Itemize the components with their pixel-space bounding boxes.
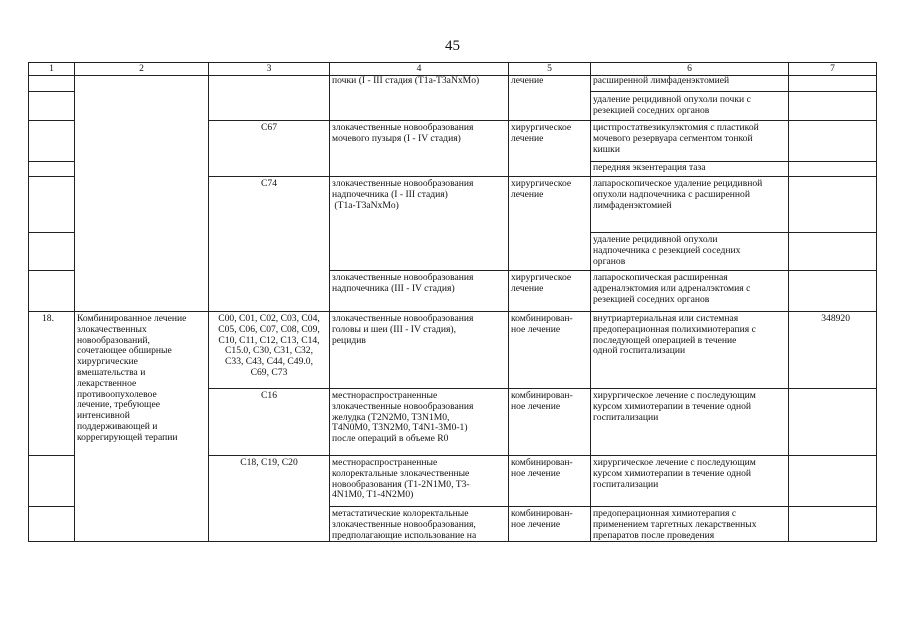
cell-method: хирургическое лечение с последующим курсом химиотерапии в течение одной госпитализации bbox=[593, 390, 756, 423]
cell-diagnosis: злокачественные новообразования головы и шеи (III - IV стадия), рецидив bbox=[332, 313, 474, 346]
cell-treatment-type: комбинирован- ное лечение bbox=[511, 390, 573, 412]
cell-method: предоперационная химиотерапия с применением таргетных лекарственных препаратов после проведения bbox=[593, 508, 757, 541]
cell-icd-codes: C18, C19, C20 bbox=[240, 457, 298, 468]
cell-method: лапароскопическая расширенная адреналэктомия или адреналэктомия с резекцией соседних органов bbox=[593, 272, 751, 305]
header-col-4: 4 bbox=[416, 63, 422, 74]
table-rule bbox=[28, 506, 74, 507]
header-col-7: 7 bbox=[830, 63, 835, 74]
table-rule bbox=[590, 62, 591, 542]
table-rule bbox=[590, 91, 877, 92]
table-rule bbox=[28, 270, 74, 271]
table-rule bbox=[208, 388, 877, 389]
table-rule bbox=[208, 120, 877, 121]
cell-treatment-type: комбинирован- ное лечение bbox=[511, 508, 573, 530]
table-rule bbox=[329, 62, 330, 542]
table-rule bbox=[208, 455, 877, 456]
header-col-5: 5 bbox=[547, 63, 552, 74]
table-rule bbox=[28, 62, 29, 542]
table-rule bbox=[28, 455, 74, 456]
cell-method: цистпростатвезикулэктомия с пластикой мочевого резервуара сегментом тонкой кишки bbox=[593, 122, 759, 155]
cell-treatment-type: хирургическое лечение bbox=[511, 272, 572, 294]
table-rule bbox=[28, 311, 877, 312]
table-rule bbox=[329, 506, 877, 507]
table-rule bbox=[28, 91, 74, 92]
table-rule bbox=[329, 270, 877, 271]
cell-treatment-type: комбинирован- ное лечение bbox=[511, 457, 573, 479]
cell-treatment-type: хирургическое лечение bbox=[511, 122, 572, 144]
cell-diagnosis: местнораспространенные колоректальные злокачественные новообразования (T1-2N1M0, T3- 4N1M0, T1-4N2M0) bbox=[332, 457, 470, 501]
cell-treatment-type: хирургическое лечение bbox=[511, 178, 572, 200]
cell-icd-codes: C67 bbox=[261, 122, 277, 133]
cell-diagnosis: метастатические колоректальные злокачественные новообразования, предполагающие использование на bbox=[332, 508, 477, 541]
table-rule bbox=[208, 62, 209, 542]
header-col-3: 3 bbox=[266, 63, 272, 74]
care-type-name: Комбинированное лечение злокачественных новообразований, сочетающее обширные хирургические вмешательства и лекарственное противоопухолевое лечение, требующее интенсивной поддерживающей и коррегирующей терапии bbox=[77, 313, 187, 443]
table-rule bbox=[876, 62, 877, 542]
table-rule bbox=[208, 176, 877, 177]
cell-method: расширенной лимфаденэктомией bbox=[593, 75, 730, 86]
cell-method: лапароскопическое удаление рецидивной опухоли надпочечника с расширенной лимфаденэктомией bbox=[593, 178, 763, 211]
cell-method: удаление рецидивной опухоли почки с резекцией соседних органов bbox=[593, 94, 751, 116]
row-number: 18. bbox=[42, 313, 54, 324]
cell-icd-codes: C16 bbox=[261, 390, 277, 401]
table-rule bbox=[28, 232, 74, 233]
table-rule bbox=[28, 176, 74, 177]
cell-diagnosis: злокачественные новообразования надпочечника (I - III стадия) (T1a-T3aNxMo) bbox=[332, 178, 474, 211]
cell-icd-codes: C74 bbox=[261, 178, 277, 189]
header-col-1: 1 bbox=[49, 63, 54, 74]
table-rule bbox=[788, 62, 789, 542]
table-rule bbox=[28, 161, 74, 162]
cell-treatment-type: лечение bbox=[511, 75, 544, 86]
table-rule bbox=[28, 120, 74, 121]
header-col-6: 6 bbox=[687, 63, 692, 74]
header-col-2: 2 bbox=[139, 63, 144, 74]
price-value: 348920 bbox=[821, 313, 850, 324]
cell-method: хирургическое лечение с последующим курсом химиотерапии в течение одной госпитализации bbox=[593, 457, 756, 490]
cell-method: удаление рецидивной опухоли надпочечника с резекцией соседних органов bbox=[593, 234, 741, 267]
cell-diagnosis: почки (I - III стадия (T1a-T3aNxMo) bbox=[332, 75, 480, 86]
cell-icd-codes: C00, C01, C02, C03, C04, C05, C06, C07, C08, C09, C10, C11, C12, C13, C14, C15.0, C30, C31, C32, C33, C43, C44, C49.0, C69, C73 bbox=[218, 313, 320, 378]
cell-method: передняя экзентерация таза bbox=[593, 162, 706, 173]
cell-treatment-type: комбинирован- ное лечение bbox=[511, 313, 573, 335]
table-rule bbox=[590, 232, 877, 233]
cell-method: внутриартериальная или системная предоперационная полихимиотерапия с последующей операцией в течение одной госпитализации bbox=[593, 313, 756, 357]
table-rule bbox=[508, 62, 509, 542]
table-rule bbox=[28, 62, 877, 63]
table-rule bbox=[74, 62, 75, 542]
cell-diagnosis: злокачественные новообразования мочевого пузыря (I - IV стадия) bbox=[332, 122, 474, 144]
page-number: 45 bbox=[445, 38, 460, 54]
cell-diagnosis: злокачественные новообразования надпочечника (III - IV стадия) bbox=[332, 272, 474, 294]
cell-diagnosis: местнораспространенные злокачественные новообразования желудка (T2N2M0, T3N1M0, T4N0M0, T3N2M0, T4N1-3M0-1) после операций в объеме R0 bbox=[332, 390, 474, 445]
